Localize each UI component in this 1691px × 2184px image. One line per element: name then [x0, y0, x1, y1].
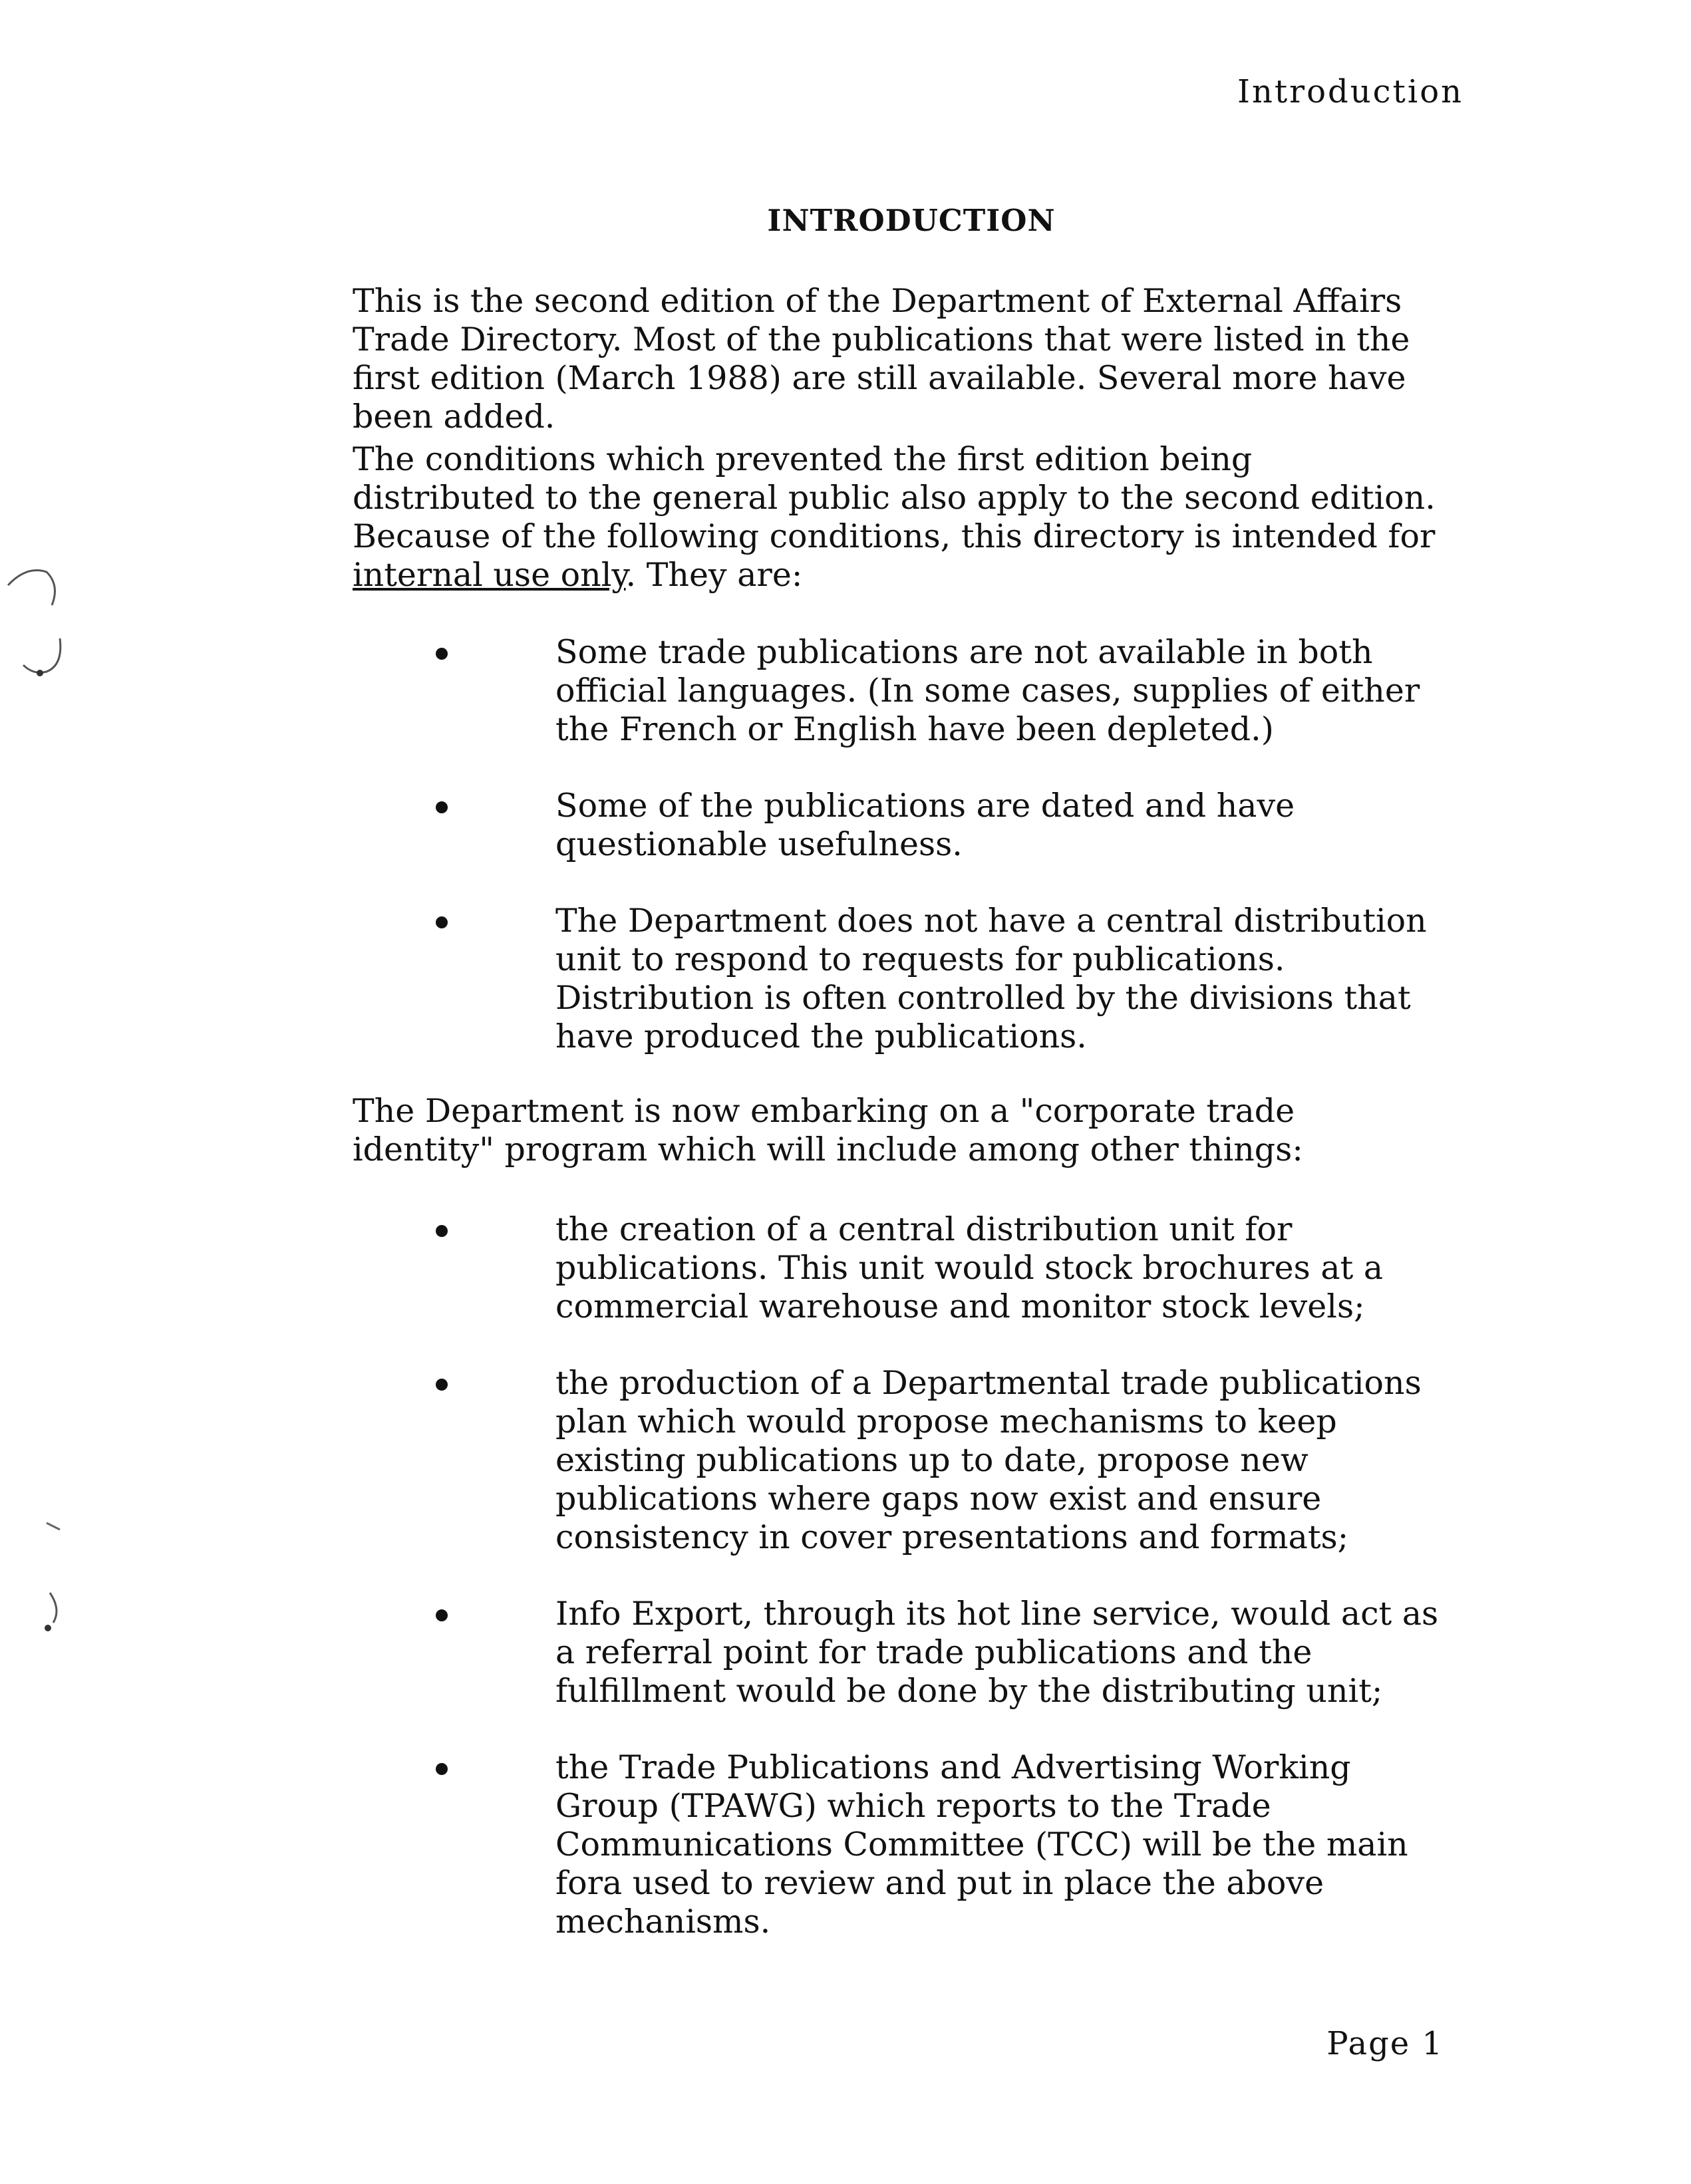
list-item — [353, 1364, 1457, 1557]
list-item-text: the Trade Publications and Advertising Working Group (TPAWG) which reports to the Trade Communications Committee (TCC) will be the main fora used to review and put in place the above mechanisms. — [555, 1748, 1408, 1941]
internal-use-emphasis: internal use only — [353, 556, 626, 594]
page-number: Page 1 — [1326, 2025, 1444, 2062]
list-item — [353, 633, 1457, 749]
program-list — [353, 1210, 1457, 1979]
paragraph-conditions-end: . They are: — [625, 556, 803, 594]
paragraph-conditions-start: The conditions which prevented the first edition being distributed to the general public also apply to the second edition. Because of the following conditions, this directory is intended for — [353, 440, 1436, 555]
list-item-text: the production of a Departmental trade publications plan which would propose mechanisms to keep existing publications up to date, propose new publications where gaps now exist and ensure consistency in cover presentations and formats; — [555, 1364, 1422, 1556]
paragraph-conditions — [353, 440, 1444, 595]
list-item-text: Info Export, through its hot line service, would act as a referral point for trade publications and the fulfillment would be done by the distributing unit; — [555, 1595, 1439, 1710]
scan-artifact-mark — [8, 571, 55, 606]
list-item — [353, 902, 1457, 1056]
scan-artifact-mark — [23, 638, 61, 672]
bullet-icon — [436, 1225, 448, 1237]
list-item-text: Some trade publications are not available in both official languages. (In some cases, supplies of either the French or English have been depleted.) — [555, 633, 1420, 748]
scan-artifact-mark — [45, 1625, 51, 1631]
scan-artifact-mark — [50, 1593, 57, 1623]
list-item-text: the creation of a central distribution unit for publications. This unit would stock brochures at a commercial warehouse and monitor stock levels; — [555, 1210, 1384, 1325]
bullet-icon — [436, 1379, 448, 1391]
list-item — [353, 1748, 1457, 1941]
page-title: INTRODUCTION — [767, 203, 1056, 238]
bullet-icon — [436, 1609, 448, 1621]
bullet-icon — [436, 1763, 448, 1775]
bullet-icon — [436, 916, 448, 928]
list-item-text: Some of the publications are dated and have questionable usefulness. — [555, 787, 1295, 863]
conditions-list — [353, 633, 1457, 1094]
list-item — [353, 1595, 1457, 1710]
list-item — [353, 1210, 1457, 1326]
scan-artifact-mark — [47, 1523, 60, 1530]
binding-hole-marks — [0, 0, 93, 1663]
bullet-icon — [436, 801, 448, 813]
scan-artifact-mark — [37, 670, 43, 676]
running-header: Introduction — [1237, 73, 1463, 110]
list-item — [353, 787, 1457, 864]
list-item-text: The Department does not have a central distribution unit to respond to requests for publications. Distribution is often controlled by the divisions that have produced the publications. — [555, 902, 1427, 1055]
bullet-icon — [436, 648, 448, 660]
paragraph-intro: This is the second edition of the Department of External Affairs Trade Directory. Most of the publications that were listed in the first edition (March 1988) are still available. Several more have been added. — [353, 282, 1410, 436]
paragraph-program: The Department is now embarking on a "corporate trade identity" program which will include among other things: — [353, 1092, 1303, 1168]
